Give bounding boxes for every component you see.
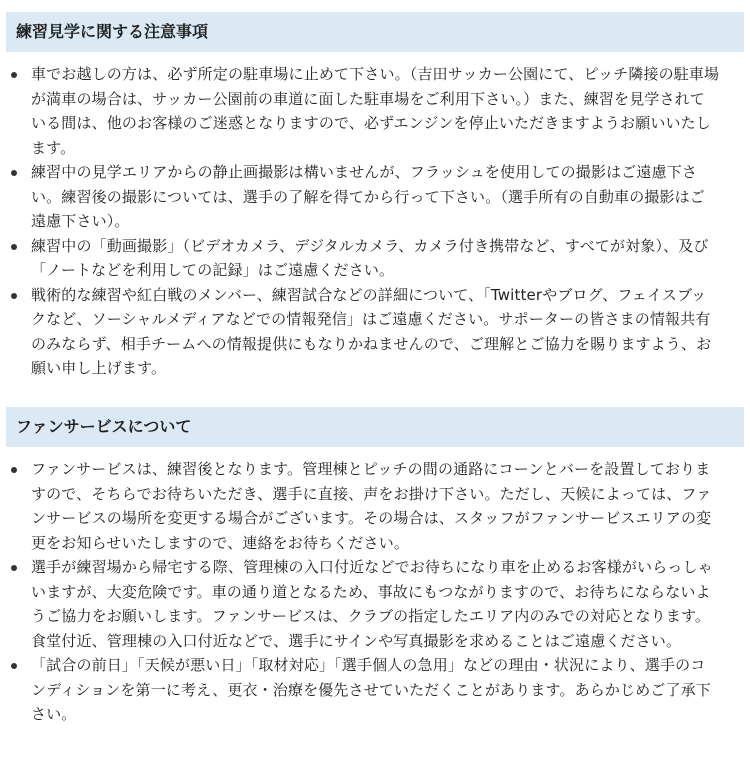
list-item [0, 555, 750, 653]
bullet-icon [11, 170, 17, 176]
section-title-practice-viewing: 練習見学に関する注意事項 [6, 12, 744, 52]
bullet-icon [11, 244, 17, 250]
bullet-icon [11, 72, 17, 78]
list-item-text: 「試合の前日」「天候が悪い日」「取材対応」「選手個人の急用」などの理由・状況により、選手のコンディションを第一に考え、更衣・治療を優先させていただくことがあります。あらかじめご了承下さい。 [31, 656, 711, 723]
list-item [0, 457, 750, 555]
list-item [0, 160, 750, 234]
list-item-text: 練習中の「動画撮影」（ビデオカメラ、デジタルカメラ、カメラ付き携帯など、すべてが対象）、及び「ノートなどを利用しての記録」はご遠慮ください。 [31, 236, 709, 279]
list-item-text: 練習中の見学エリアからの静止画撮影は構いませんが、フラッシュを使用しての撮影はご遠慮下さい。練習後の撮影については、選手の了解を得てから行って下さい。（選手所有の自動車の撮影はご遠慮下さい）。 [31, 163, 705, 230]
bullet-icon [11, 565, 17, 571]
bullet-icon [11, 467, 17, 473]
list-item [0, 234, 750, 283]
list-item-text: ファンサービスは、練習後となります。管理棟とピッチの間の通路にコーンとバーを設置しておりますので、そちらでお待ちいただき、選手に直接、声をお掛け下さい。ただし、天候によっては、ファンサービスの場所を変更する場合がございます。その場合は、スタッフがファンサービスエリアの変更をお知らせいたしますので、連絡をお待ちください。 [31, 460, 712, 552]
section-title-fan-service: ファンサービスについて [6, 407, 744, 447]
list-item [0, 62, 750, 160]
bullet-icon [11, 663, 17, 669]
list-item-text: 戦術的な練習や紅白戦のメンバー、練習試合などの詳細について、「Twitterやブログ、フェイスブックなど、ソーシャルメディアなどでの情報発信」はご遠慮ください。サポーターの皆さまの情報共有のみならず、相手チームへの情報提供にもなりかねませんので、ご理解とご協力を賜りますよう、お願い申し上げます。 [31, 285, 712, 377]
list-item-text: 車でお越しの方は、必ず所定の駐車場に止めて下さい。（吉田サッカー公園にて、ピッチ隣接の駐車場が満車の場合は、サッカー公園前の車道に面した駐車場をご利用下さい。）また、練習を見学されている間は、他のお客様のご迷惑となりますので、必ずエンジンを停止いただきますようお願いいたします。 [31, 65, 720, 157]
list-item [0, 283, 750, 381]
practice-viewing-notes-list [0, 62, 750, 381]
list-item-text: 選手が練習場から帰宅する際、管理棟の入口付近などでお待ちになり車を止めるお客様がいらっしゃいますが、大変危険です。車の通り道となるため、事故にもつながりますので、お待ちにならないようご協力をお願いします。ファンサービスは、クラブの指定したエリア内のみでの対応となります。食堂付近、管理棟の入口付近などで、選手にサインや写真撮影を求めることはご遠慮ください。 [31, 558, 713, 650]
bullet-icon [11, 293, 17, 299]
list-item [0, 653, 750, 727]
fan-service-notes-list [0, 457, 750, 727]
